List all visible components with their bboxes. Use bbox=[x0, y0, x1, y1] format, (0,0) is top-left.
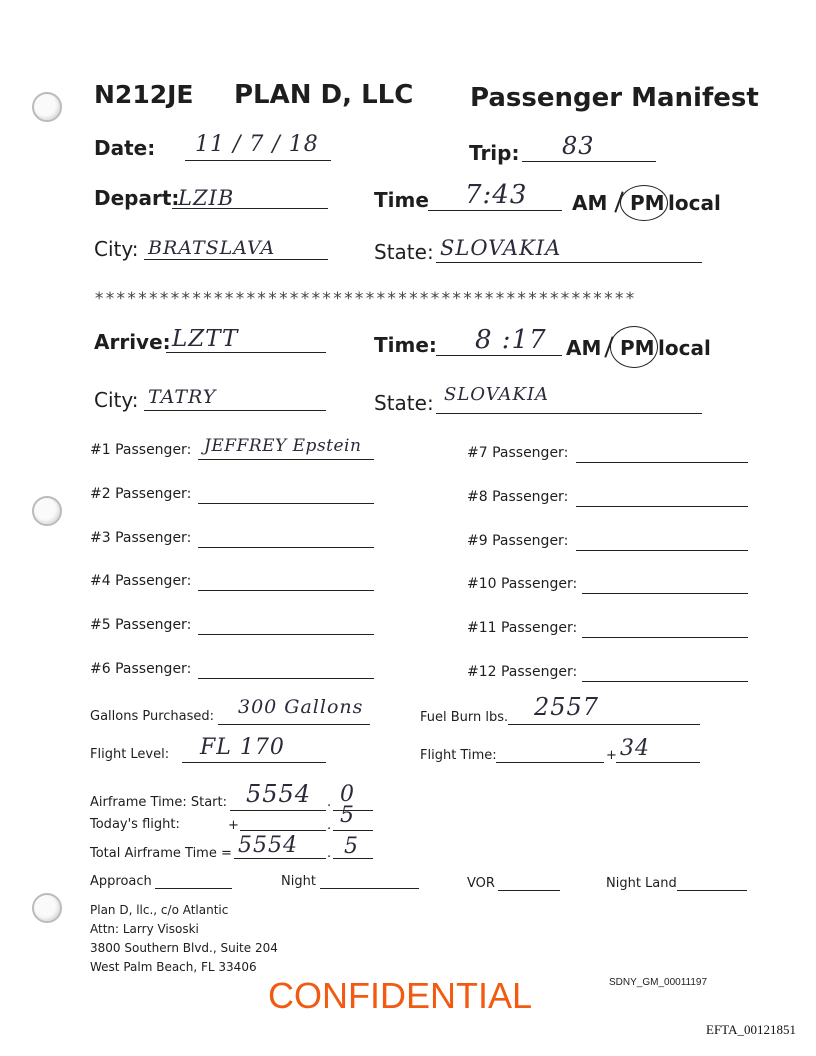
night-line bbox=[320, 888, 419, 889]
todays-flight-label: Today's flight: bbox=[90, 817, 180, 832]
night-land-line bbox=[677, 890, 747, 891]
passenger-8-label: #8 Passenger: bbox=[467, 489, 569, 505]
efta-bates-number: EFTA_00121851 bbox=[706, 1022, 796, 1037]
passenger-9-line bbox=[576, 550, 748, 551]
date-line bbox=[185, 160, 331, 161]
airframe-start-whole: 5554 bbox=[246, 780, 312, 808]
passenger-2-line bbox=[198, 503, 374, 504]
arrive-am: AM bbox=[566, 336, 602, 360]
airframe-start-dec: 0 bbox=[340, 782, 355, 807]
separator-line: ************************************************** bbox=[94, 289, 636, 309]
total-airframe-label: Total Airframe Time = bbox=[90, 846, 232, 861]
passenger-11-label: #11 Passenger: bbox=[467, 620, 578, 636]
arrive-state-label: State: bbox=[374, 391, 434, 415]
total-airframe-dot: . bbox=[327, 846, 332, 861]
sdny-bates-number: SDNY_GM_00011197 bbox=[609, 977, 708, 988]
flight-time-value: 34 bbox=[620, 736, 650, 761]
arrive-time-label: Time: bbox=[374, 333, 437, 357]
passenger-5-line bbox=[198, 634, 374, 635]
address-line-2: Attn: Larry Visoski bbox=[90, 922, 199, 936]
fuel-burn-line bbox=[508, 724, 700, 725]
depart-state-label: State: bbox=[374, 240, 434, 264]
fuel-burn-value: 2557 bbox=[534, 693, 600, 721]
trip-value: 83 bbox=[562, 132, 595, 160]
depart-value: LZIB bbox=[178, 186, 235, 210]
passenger-12-label: #12 Passenger: bbox=[467, 664, 578, 680]
passenger-9-label: #9 Passenger: bbox=[467, 533, 569, 549]
depart-state-value: SLOVAKIA bbox=[440, 236, 562, 260]
gallons-purchased-label: Gallons Purchased: bbox=[90, 709, 215, 724]
night-label: Night bbox=[281, 874, 316, 889]
flight-time-plus: + bbox=[606, 748, 617, 763]
punch-hole-middle bbox=[32, 496, 62, 526]
passenger-6-line bbox=[198, 678, 374, 679]
depart-time-value: 7:43 bbox=[465, 180, 528, 210]
todays-flight-plus: + bbox=[228, 818, 239, 833]
depart-am: AM bbox=[572, 191, 608, 215]
arrive-pm: PM bbox=[620, 336, 655, 360]
flight-level-value: FL 170 bbox=[200, 735, 285, 760]
todays-flight-dec-line bbox=[333, 830, 373, 831]
passenger-12-line bbox=[582, 681, 748, 682]
depart-city-line bbox=[144, 259, 328, 260]
passenger-10-label: #10 Passenger: bbox=[467, 576, 578, 592]
depart-city-value: BRATSLAVA bbox=[148, 237, 276, 259]
total-airframe-dec: 5 bbox=[344, 834, 359, 859]
passenger-5-label: #5 Passenger: bbox=[90, 617, 192, 633]
airframe-start-whole-line bbox=[230, 810, 326, 811]
arrive-state-value: SLOVAKIA bbox=[444, 384, 550, 405]
depart-pm: PM bbox=[630, 191, 665, 215]
passenger-7-line bbox=[576, 462, 748, 463]
arrive-value: LZTT bbox=[172, 326, 239, 352]
trip-label: Trip: bbox=[469, 141, 520, 165]
passenger-1-line bbox=[198, 459, 374, 460]
todays-flight-dot: . bbox=[327, 818, 332, 833]
todays-flight-whole-line bbox=[240, 830, 326, 831]
todays-flight-dec: 5 bbox=[340, 803, 355, 828]
punch-hole-top bbox=[32, 92, 62, 122]
trip-line bbox=[522, 161, 656, 162]
address-line-4: West Palm Beach, FL 33406 bbox=[90, 960, 257, 974]
gallons-purchased-value: 300 Gallons bbox=[238, 696, 364, 718]
company-name: PLAN D, LLC bbox=[234, 80, 414, 110]
passenger-2-label: #2 Passenger: bbox=[90, 486, 192, 502]
passenger-1-label: #1 Passenger: bbox=[90, 442, 192, 458]
depart-time-label: Time bbox=[374, 188, 429, 212]
arrive-line bbox=[166, 352, 326, 353]
passenger-10-line bbox=[582, 593, 748, 594]
passenger-4-line bbox=[198, 590, 374, 591]
approach-label: Approach bbox=[90, 874, 152, 889]
arrive-time-value: 8 :17 bbox=[475, 325, 547, 355]
airframe-start-dot: . bbox=[327, 795, 332, 810]
passenger-1-value: JEFFREY Epstein bbox=[204, 436, 362, 456]
flight-time-label: Flight Time: bbox=[420, 748, 497, 763]
passenger-6-label: #6 Passenger: bbox=[90, 661, 192, 677]
approach-line bbox=[155, 888, 232, 889]
passenger-3-line bbox=[198, 547, 374, 548]
flight-time-minutes-line bbox=[616, 762, 700, 763]
arrive-city-label: City: bbox=[94, 388, 139, 412]
passenger-11-line bbox=[582, 637, 748, 638]
address-line-1: Plan D, llc., c/o Atlantic bbox=[90, 903, 229, 917]
flight-level-line bbox=[182, 762, 326, 763]
fuel-burn-label: Fuel Burn lbs. bbox=[420, 710, 509, 725]
passenger-7-label: #7 Passenger: bbox=[467, 445, 569, 461]
depart-city-label: City: bbox=[94, 237, 139, 261]
passenger-8-line bbox=[576, 506, 748, 507]
depart-state-line bbox=[436, 262, 702, 263]
tail-number: N212JE bbox=[94, 80, 194, 109]
arrive-pm-circle bbox=[610, 326, 658, 368]
flight-time-line bbox=[496, 762, 604, 763]
gallons-purchased-line bbox=[218, 724, 370, 725]
punch-hole-bottom bbox=[32, 893, 62, 923]
arrive-city-line bbox=[144, 410, 326, 411]
vor-label: VOR bbox=[467, 876, 495, 891]
total-airframe-whole-line bbox=[234, 858, 326, 859]
date-label: Date: bbox=[94, 136, 156, 160]
total-airframe-whole: 5554 bbox=[238, 833, 298, 858]
airframe-start-label: Airframe Time: Start: bbox=[90, 795, 227, 810]
depart-time-line bbox=[428, 210, 562, 211]
flight-level-label: Flight Level: bbox=[90, 747, 170, 762]
arrive-local: local bbox=[658, 336, 711, 360]
vor-line bbox=[498, 890, 560, 891]
date-value: 11 / 7 / 18 bbox=[195, 132, 319, 157]
arrive-state-line bbox=[436, 413, 702, 414]
page-title: Passenger Manifest bbox=[470, 83, 759, 113]
night-land-label: Night Land bbox=[606, 876, 677, 891]
arrive-label: Arrive: bbox=[94, 330, 171, 354]
depart-label: Depart: bbox=[94, 186, 180, 210]
passenger-3-label: #3 Passenger: bbox=[90, 530, 192, 546]
address-line-3: 3800 Southern Blvd., Suite 204 bbox=[90, 941, 278, 955]
passenger-4-label: #4 Passenger: bbox=[90, 573, 192, 589]
arrive-time-line bbox=[436, 355, 562, 356]
arrive-city-value: TATRY bbox=[148, 386, 217, 408]
depart-local: local bbox=[668, 191, 721, 215]
depart-pm-circle bbox=[620, 185, 668, 221]
confidential-stamp: CONFIDENTIAL bbox=[268, 975, 533, 1016]
